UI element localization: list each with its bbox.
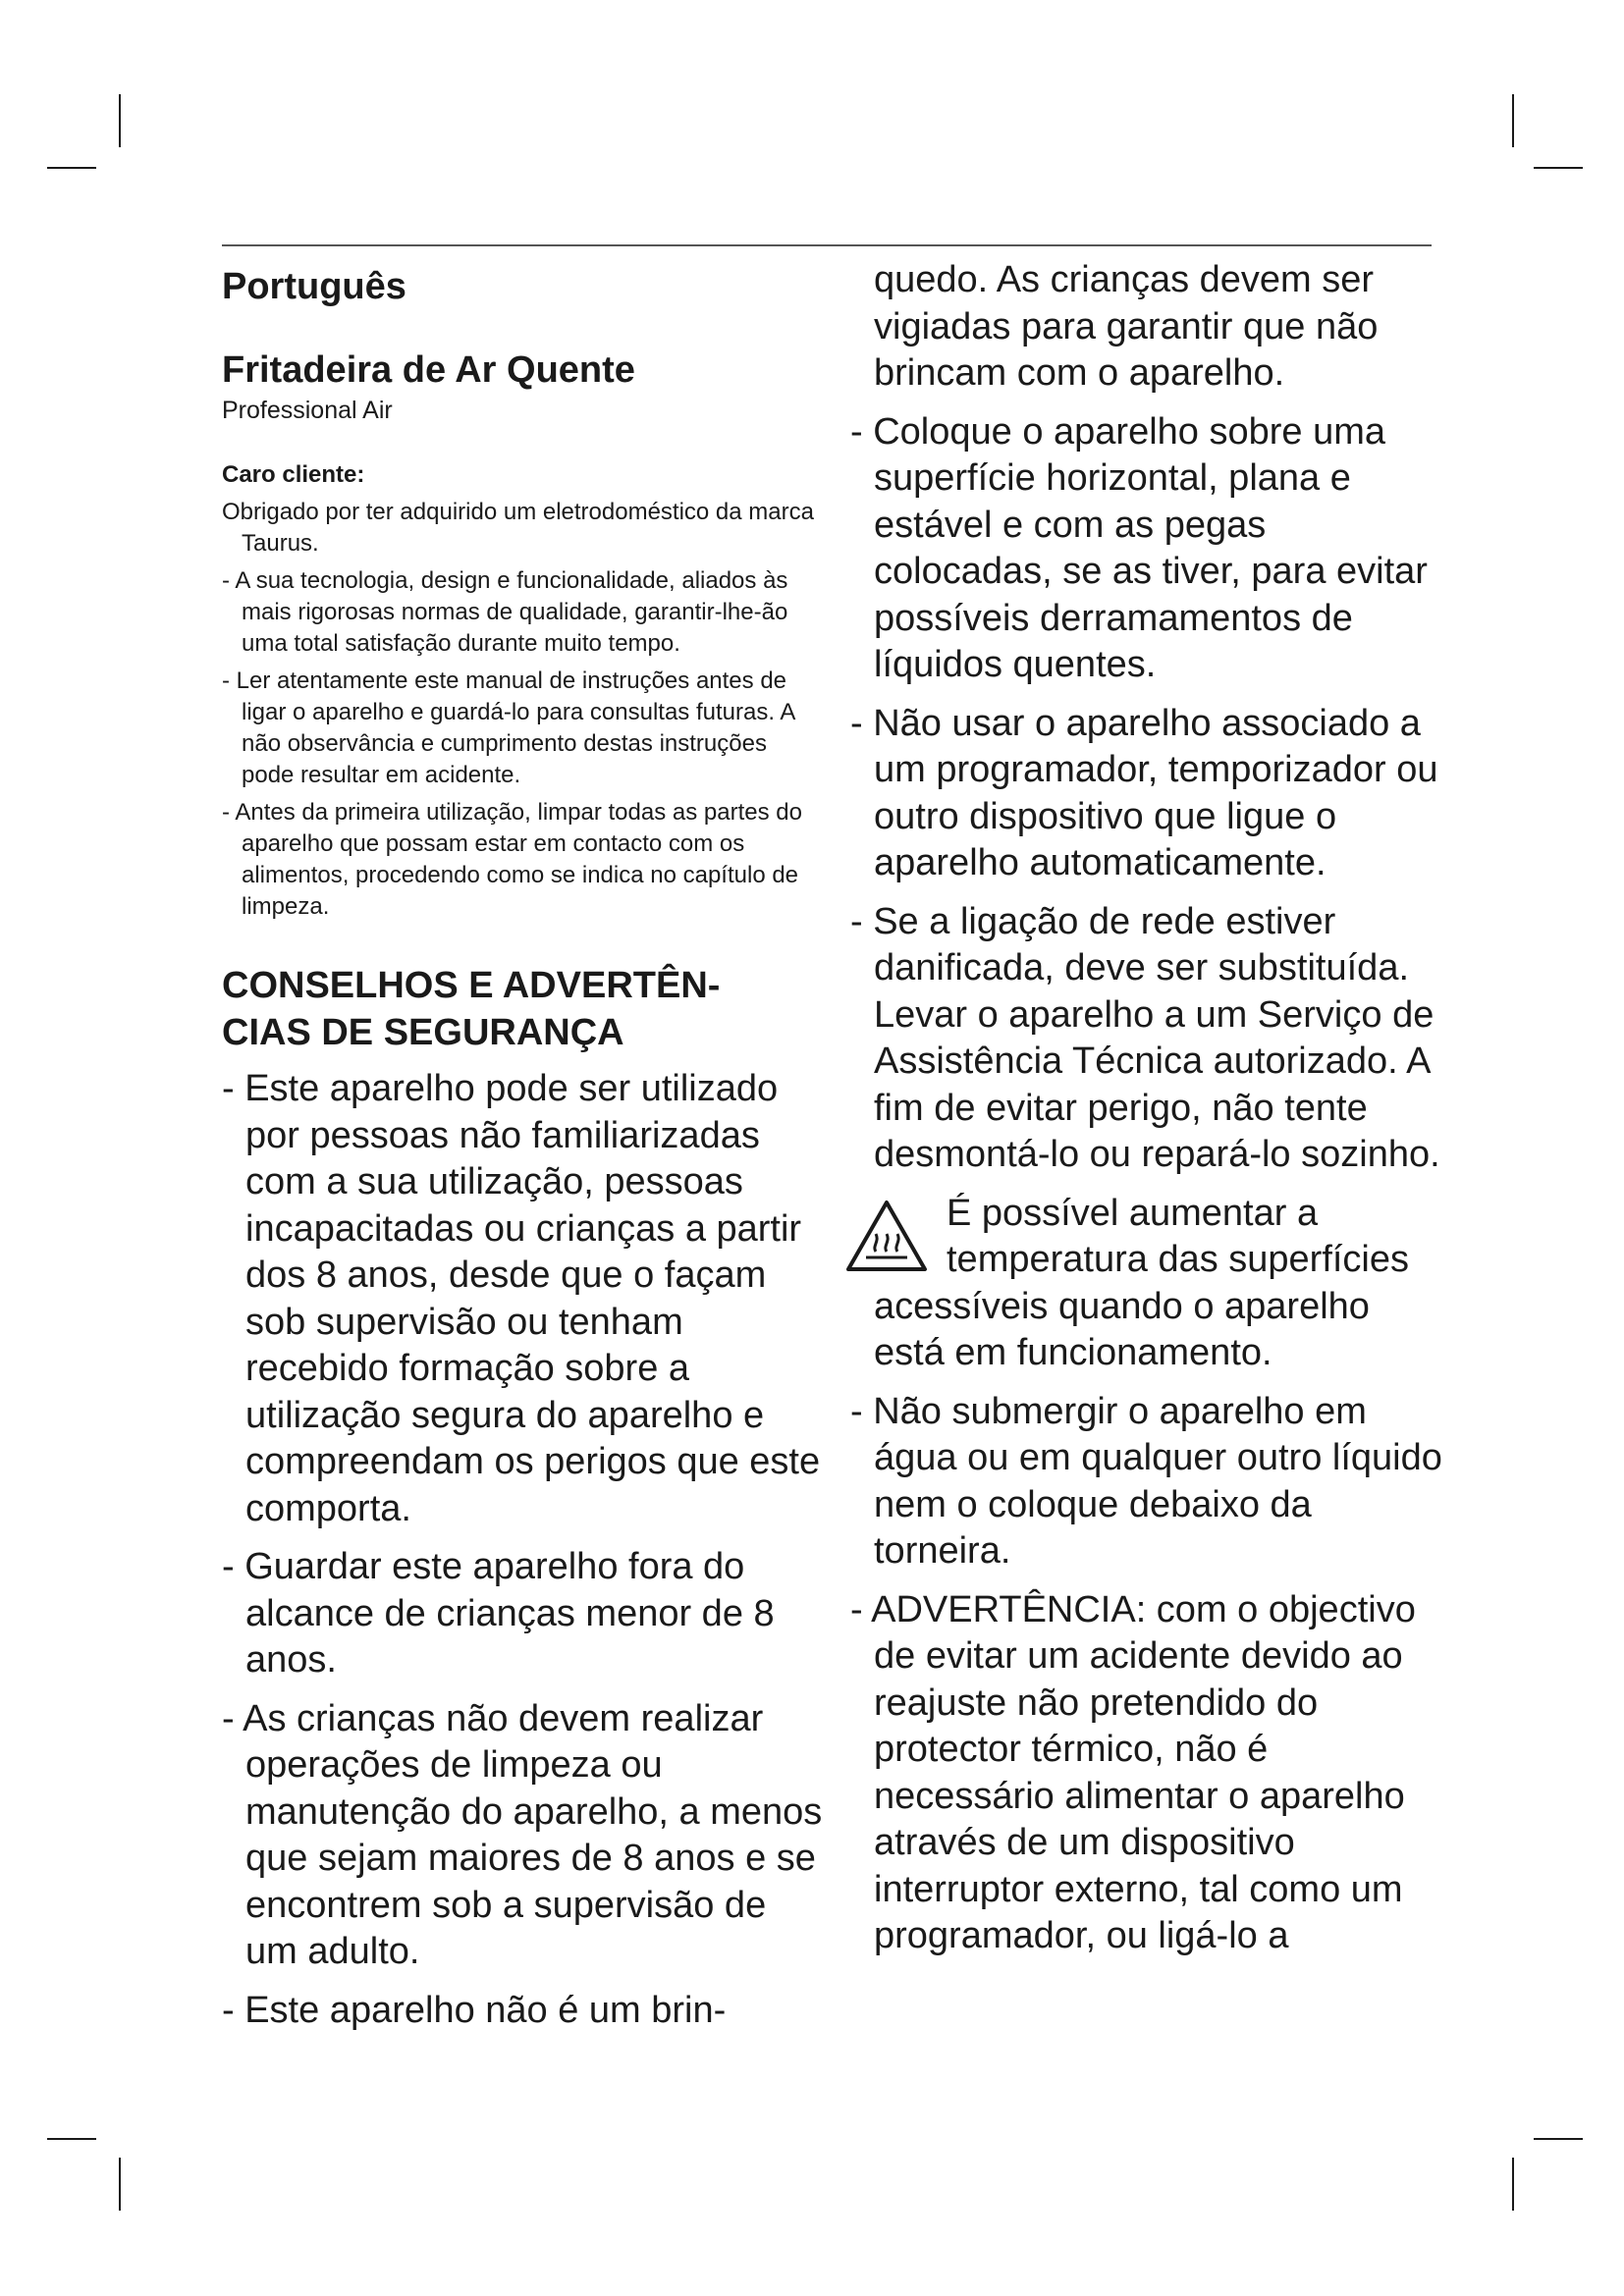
header-rule <box>222 244 1432 246</box>
safety-item: - Não submergir o aparelho em água ou em qualquer outro líquido nem o coloque debaixo da torneira. <box>850 1390 1442 1572</box>
crop-mark <box>1534 2138 1583 2140</box>
language-heading: Português <box>222 266 406 307</box>
warning-line: É possível aumentar a <box>947 1192 1319 1234</box>
safety-item: - Este aparelho pode ser utilizado por pessoas não familiarizadas com a sua utilização, pessoas incapacitadas ou crianças a partir dos 8 anos, desde que o façam sob supervisão ou tenham recebido formação sobre a utilização segura do aparelho e compreendam os perigos que este comporta. <box>222 1068 821 1529</box>
safety-item: - ADVERTÊNCIA: com o objectivo de evitar um acidente devido ao reajuste não pretendido do protector térmico, não é necessário alimentar o aparelho através de um dispositivo interruptor externo, tal como um programador, ou ligá-lo a <box>850 1588 1416 1956</box>
warning-line: temperatura das superfícies <box>947 1239 1410 1280</box>
crop-mark <box>1512 94 1514 147</box>
crop-mark <box>1534 167 1583 169</box>
crop-mark <box>119 94 121 147</box>
safety-item: - Guardar este aparelho fora do alcance de crianças menor de 8 anos. <box>222 1546 775 1681</box>
crop-mark <box>47 2138 96 2140</box>
safety-item: - Não usar o aparelho associado a um programador, temporizador ou outro dispositivo que ligue o aparelho automaticamente. <box>850 702 1438 883</box>
crop-mark <box>1512 2158 1514 2211</box>
hot-surface-warning <box>850 1191 1449 1377</box>
safety-item: - As crianças não devem realizar operações de limpeza ou manutenção do aparelho, a menos que sejam maiores de 8 anos e se encontrem sob a supervisão de um adulto. <box>222 1697 823 1972</box>
greeting: Caro cliente: <box>222 461 365 488</box>
safety-item: - Coloque o aparelho sobre uma superfície horizontal, plana e estável e com as pegas colocadas, se as tiver, para evitar possíveis derramamentos de líquidos quentes. <box>850 410 1428 685</box>
crop-mark <box>47 167 96 169</box>
safety-item: - Se a ligação de rede estiver danificada, deve ser substituída. Levar o aparelho a um Serviço de Assistência Técnica autorizado. A fim de evitar perigo, não tente desmontá-lo ou repará-lo sozinho. <box>850 900 1440 1175</box>
warning-text: acessíveis quando o aparelho está em funcionamento. <box>874 1285 1370 1373</box>
intro-paragraph: Obrigado por ter adquirido um eletrodoméstico da marca Taurus. <box>222 499 814 557</box>
left-column <box>222 257 823 2046</box>
intro-paragraph: - Ler atentamente este manual de instruções antes de ligar o aparelho e guardá-lo para consultas futuras. A não observância e cumprimento destas instruções pode resultar em acidente. <box>222 667 795 788</box>
safety-title-line: CONSELHOS E ADVERTÊN- <box>222 965 721 1006</box>
safety-item: - Este aparelho não é um brin- <box>222 1989 727 2031</box>
safety-title-line: CIAS DE SEGURANÇA <box>222 1012 624 1053</box>
safety-section-title <box>222 962 823 1056</box>
crop-mark <box>119 2158 121 2211</box>
intro-paragraph: - A sua tecnologia, design e funcionalidade, aliados às mais rigorosas normas de qualidade, garantir-lhe-ão uma total satisfação durante muito tempo. <box>222 567 788 657</box>
safety-item-continuation: quedo. As crianças devem ser vigiadas para garantir que não brincam com o aparelho. <box>874 259 1379 394</box>
product-title: Fritadeira de Ar Quente <box>222 349 635 391</box>
right-column <box>850 257 1449 1972</box>
product-model: Professional Air <box>222 397 393 424</box>
intro-paragraph: - Antes da primeira utilização, limpar todas as partes do aparelho que possam estar em contacto com os alimentos, procedendo como se indica no capítulo de limpeza. <box>222 799 802 920</box>
hot-surface-warning-icon <box>844 1199 929 1273</box>
